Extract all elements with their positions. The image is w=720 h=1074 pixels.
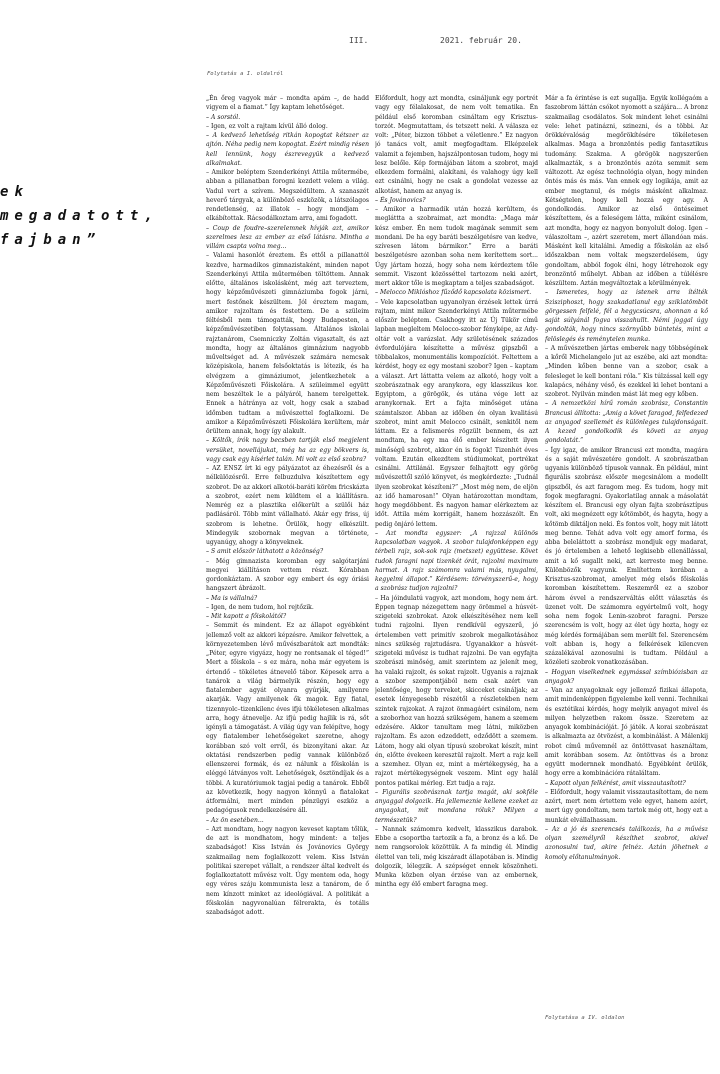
interview-question: – Azt mondta egyszer: „A rajzzal különös kapcsolatban vagyok. A szobor tulajdonképpen egy térbeli rajz, sok-sok rajz (metszet) együttese. Követ tudok faragni napi tizenkét órát, rajzolni maximum harmat. A rajz számomra valami más, nyugalmi, kegyelmi állapot.” Kérdésem: törvényszerű-e, hogy a szobrász tudjon rajzolni? (375, 529, 538, 593)
interview-answer: – Így igaz, de amikor Brancusi ezt mondta, magára és a saját művészetére gondolt. A szobrászatban ugyanis különböző típusok vannak. Én például, mint figurális szobrász először megcsinálom a modellt gipszből, és azt faragom meg. És tudom, hogy mit fogok megfaragni. Gyakorlatilag annak a másolatát készítem el. Brancusi egy olyan fajta szobrásztípus volt, aki megnézett egy kőtömböt, és hagyta, hogy a kőtömb diktáljon neki. És fontos volt, hogy mit látott meg benne. Tehát adva volt egy amorf forma, és abba beleláttott a szobrász mondjuk egy madarat, és jó értelemben a lehető legkisebb ellenállással, amit a kő sugallt neki, azt kerreste meg benne. Különbözők vagyunk. Említettem korában a Krisztus-szobromat, amelyet még elsős főiskolás koromban készítettem. Reszemről ez a szobor három évvel a rendszerváltás előtt választás és üzenet volt. De számomra egyértelmű volt, hogy soha nem fogok Lenin-szobrot faragni. Persze szerencsém is volt, hogy az élet úgy hozta, hogy ez még kérdés formájában sem merült fel. Szerencsém volt abban is, hogy a felkérések kilencven százalékával azonosulni is tudtam. Például a közéleti szobrok vonatkozásában. (545, 446, 708, 667)
article-title-fragment (0, 180, 190, 252)
interview-answer: – AZ ENSZ írt ki egy pályázatot az éhezésről és a nélkülözésről. Erre felbuzdulva készítettem egy szobrot. De az akkori alkotói-baráti köröm fricskázta a szobrot, ezért nem küldtem el a kiállításra. Nemrég ez a plasztika előkerült a szülői ház padlásáról. Több mint vállalható. Akár egy friss, új szobrom is lehetne. Örülök, hogy elkészült. Mindegyik szobornak megvan a története, ugyanúgy, ahogy a könyveknek. (206, 465, 369, 546)
interview-answer: – Van az anyagoknak egy jellemző fizikai állapota, amit mindenképpen figyelembe kell venni. Technikai és esztétikai kérdés, hogy melyik anyagot mivel és milyen helyzetben rakom össze. Szeretem az anyagok kombinációját. Jó játék. A korai szobrászat is alkalmazta az ötvözést, a kombinálást. A Málenkij robot című művemnél az öntöttvasat használtam, amit korábban sosem. Az öntöttvas és a bronz együtt modernnek mondható. Egyébként örülök, hogy erre a kombinációra rátaláltam. (545, 687, 708, 778)
interview-answer: – Nannak számomra kedvelt, klasszikus darabok. Ebbe a csoportba tartozik a fa, a bronz és a kő. De nem rangsorolok közöttük. A fa mindig él. Mindig élettel van teli, még kiszáradt állapotában is. Mindig dolgozik, lélegzik. A szépséget ennek köszönheti. Munka közben olyan érzése van az embernek, mintha egy élő embert faragna meg. (375, 825, 538, 889)
title-line-2: fajban” (0, 232, 102, 248)
interview-answer: Már a fa érintése is ezt sugallja. Egyik kollégaóm a faszobrom láttán csókot nyomott a szájára... A bronz szakmailag csodálatos. Sok mindent lehet csinálni vele: lehet patinázni, szinezni, és a többi. Az örökkévalóság megőrökítésére tökéletesen alkalmas. Maga a bronzöntés pedig fantasztikus tudomány. Szakma. A görögök nagyszerűen alkalmazták, s a bronzöntés azóta semmit sem változott. Az egész technológia olyan, hogy minden öntés más és más. Van ennek egy logikája, amit az ember megtanul, és mégis másként alkalmaz. Kétségtelen, hogy kell hozzá egy agy. A gondolkodás. Amikor az első öntéseimet készítettem, és a feleségem látta, miként csinálom, azt mondta, hogy ez nagyon bonyolult dolog. Igen – válaszoltam –, azért szeretem, mert állandóan más. Másként kell kitalálni. Amedig a főiskolán az első időszakban nem voltak megszerdelésem, úgy gondoltam, abból fogok élni, hogy létrehozok egy bronzöntő műhelyt. Abban az időben a túlélésre készültem. Aztán megváltoztak a körülmények. (545, 95, 708, 287)
interview-answer: – Igen, ez volt a rajtam kívül álló dolog. (206, 122, 328, 130)
text-column-3 (545, 94, 708, 974)
text-column-2 (375, 94, 538, 974)
interview-question: – S amit először láthatott a közönség? (206, 548, 324, 556)
interview-question: – Ma is vállalná? (206, 594, 258, 602)
interview-answer: – Előfordult, hogy valamit visszautasítottam, de nem azért, mert nem értettem vele egyet, hanem azért, mert úgy gondoltam, nem tartok még ott, hogy ezt a munkát elvállalhassam. (545, 788, 708, 824)
interview-question: – Költők, írók nagy becsben tartják első megjelent versüket, novellájukat, még ha az egy bökvers is, vagy csak egy kísérlet talán. Mi volt az első szobra? (206, 437, 369, 463)
interview-answer: – A művészetben jártas emberek nagy többségének a kőről Michelangelo jut az eszébe, aki azt mondta: „Minden kőben benne van a szobor, csak a felesleget le kell bontani róla.” Kis túlzással kell egy kalapács, néhány véső, és ezekkel ki lehet bontani a szobrot. Nyilván minden mást lát meg egy kőben. (545, 344, 708, 398)
interview-question: – A kedvező lehetőség ritkán kopogtat kétszer az ajtón. Néha pedig nem kopogtat. Ezért mindig résen kell lennünk, hogy észrevegyük a kedvező alkalmakat. (206, 132, 369, 167)
interview-question: – Melocco Miklóshoz fűződő kapcsolata közismert. (375, 289, 532, 297)
interview-answer: – Semmit és mindent. Ez az állapot egyébként jellemző volt az akkori képzésre. Amikor felvettek, a környezetemben lévő művészbarátok azt mondták: „Péter, egyre vigyázz, hogy ne rontsanak el téged!” Mert a főiskola – s ez mára, noha már egyetem is értendő – tökéletes átnevelő tábor. Képesek arra a tanárok a világ bármelyik részén, hogy egy fiatalember agyát olyanra gyúrják, amilyenre akarják. Vagy amilyenek ők magok. Egy fiatal, tizennyolc–tizenkilenc éves ifjú tökéletesen alkalmas arra, hogy átnevelje. Az ifjú pedig hajlik is rá, sőt igényli a támogatást. A világ úgy van felépítve, hogy egy fiatalember lehetőségeket szeretne, ahogy korábban szó volt erről, és bizonyítani akar. Az oktatási rendszerben pedig vannak különböző ellenszerei formák, és ez nálunk a főiskolán is eléggé látványos volt. Lehetőségek, ösztöndíjak és a többi. A kuratóriumok tagjai pedig a tanárok. Ebből az következik, hogy nagyon könnyű a fiatalokat átformálni, mert minden pénzügyi eszköz a pedagógusok rendelkezésére áll. (206, 622, 369, 815)
interview-answer: – Még gimnazista koromban egy salgótarjáni megyei kiállításon vettem részt. Kórabban gordonkáztam. A szobor egy embert és egy óriási hangszert ábrázolt. (206, 557, 369, 593)
interview-answer: Előfordult, hogy azt mondta, csináljunk egy portrét vagy egy félalakosat, de nem volt tematika. Én például első koromban csináltam egy Krisztus-torzót. Megmutattam, és tetszett neki. A válasza ez volt: „Péter, bizzon többet a véletlenre.” Ez nagyon jó tanács volt, amit megfogadtam. Elképzelek valamit a fejemben, hajszálpontosan tudom, hogy mi lesz belőle. Kép formájában látom a szobrot, majd elkezdem formálni, alakítani, és valahogy úgy kell ezt csinálni, hogy ne csak a gondolat vezesse az alkotást, hanem az anyag is. (375, 95, 538, 195)
interview-answer: – Valami hasonlót éreztem. És ettől a pillanattól kezdve, harmadikos gimnazistaként, minden napot Szenderkényi Attila műtermében töltöttem. Annak előtte, általános iskolásként, még azt terveztem, hogy képzőművészeti gimnáziumba fogok járni, mert festőnek készültem. Jól éreztem magam, amikor rajzoltam és festettem. De a szüleim féltésből nem támogatták, hogy Budapesten, a képzőművészetiben folytassam. Általános iskolai rajztanárom, Csemniczky Zoltán vigasztalt, és azt mondta, hogy az általános gimnázium nagyobb műveltséget ad. A művészek számára nemcsak középiskola, hanem felsőoktatás is létezik, és ha elvégzem a gimnáziumot, jelentkezhetek a Képzőművészeti Főiskolára. A szüleimmel együtt nem beszéltek le a pályáról, hanem terelgettek. Ennek a hátránya az volt, hogy csak a szabad időmben tudtam a művészettel foglalkozni. De amikor a Képzőművészeti Főiskolára kerültem, már örültem annak, hogy így alakult. (206, 252, 369, 435)
interview-question: – A nemzetközi hírű román szobrász, Constantin Brancusi állította: „Amig a követ faragod, felfedezed az anyagod szellemét és különleges tulajdonságait. A kezed gondolkodik és követi az anyag gondolatát.” (545, 400, 708, 445)
interview-question: – Ismeretes, hogy az istenek arra ítélték Szisziphoszt, hogy szakadatlanul egy sziklatömböt görgessen felfelé, fél a hegycsúcsra, ahonnan a kő saját súlyánál fogva visszahullt. Némi joggal úgy gondolták, hogy nincs szörnyűbb büntetés, mint a felöslegés és reménytelen munka. (545, 289, 708, 343)
interview-question: – Hogyan viselkednek egymással szímbiózisban az anyagok? (545, 668, 708, 685)
continued-from-note: Folytatás a I. oldalról (207, 71, 284, 77)
interview-question: – És Jovánovics? (375, 196, 426, 204)
page-number: III. (349, 36, 369, 45)
issue-date: 2021. február 20. (440, 36, 522, 45)
page-header (0, 36, 720, 50)
interview-question: – Az a jó és szerencsés találkozás, ha a művész olyan személyről készíthet szobrot, akivel azonosulni tud, akire felnéz. Aztán jöhetnek a komoly előtanulmányok. (545, 825, 708, 861)
interview-question: – Figurális szobrásznak tartja magát, aki sokféle anyaggal dolgozik. Ha jellemeznie kellene ezeket az anyagokat, mit mondana róluk? Milyen a természetük? (375, 788, 538, 824)
interview-question: – Kapott olyan felkérést, amit visszautasított? (545, 779, 686, 787)
title-line-1: ek megadatott, (0, 184, 159, 224)
interview-answer: – Azt mondtam, hogy nagyon keveset kaptam tőlük, de azt is mondhatom, hogy mindent: a teljes szabadságot! Kiss István és Jovánovics György szakmailag nem foglalkozott velem. Kiss István politikai szerepet vállalt, a rendszer által kedvelt és foglalkoztatott művész volt. Úgy mentem oda, hogy egy véres száju kommunista lesz a tanárom, de ő nem kínzott minket az ideológiával. A politikát a főiskolán nagyvonalúan félrerakta, és totális szabadságot adott. (206, 825, 369, 916)
text-column-1 (206, 94, 369, 974)
continued-on-note: Folytatása a IV. oldalon (545, 1015, 625, 1021)
interview-answer: – Igen, de nem tudom, hol rejtőzik. (206, 603, 314, 611)
interview-question: – Az ön esetében... (206, 816, 264, 824)
interview-answer: „Én őreg vagyok már – mondta apám –, de hadd vigyem el a fiamat.” Így kaptam lehetőséget. (206, 95, 369, 112)
interview-answer: – Ha jóindulatú vagyok, azt mondom, hogy nem árt. Éppen tegnap nézegettem nagy örömmel a húsvét-szigeteki szobrokat. Azok elkészítéséhez nem kell tudni rajzolni. Ilyen rendkívül egyszerű, jó értelemben vett primitív szobrok megalkotásához nincs szükség rajztudásra. Ugyanakkor a húsvét-szigeteki művész is tudhat rajzolni. De van egyfajta szobrászi minőség, amit szerintem az jelenít meg, ha valaki rajzolt, és sokat rajzolt. Ugyanis a rajznak a szobor szempontjából nem csak azért van jelentősége, hogy terveket, skicceket csináljak; az esetek lényegesebb részétől a részletekben nem szintek rajzokat. A rajzot önmagáért csinálom, nem a szoborhoz van hozzá szükségem, hanem a szemem edzésére. Akkor tanultam meg látni, miközben rajzoltam. És azon edzeddett, edződött a szemem. Látom, hogy aki olyan típusú szobrokat készít, mint én, előtte évekeen keresztül rajzolt. Mert a rajz kell a szemhez. Olyan ez, mint a mértékegység, ha a rajzot mértékegységnek veszem. Mint egy halál pontos patikai mérleg. Ezt tudja a rajz. (375, 594, 538, 787)
interview-answer: – Vele kapcsolatban ugyanolyan érzések lettek úrrá rajtam, mint mikor Szenderkényi Attila műtermébe először beléptem. Csakhogy itt az Új Tükör című lapban megleltem Melocco-szobor fényképe, az Ady-oltár volt a varázslat. Ady születésének százados évfordulójára készítette a művész gipszből a többalakos, monumentális kompozíciót. Feltettem a kérdést, hogy ez egy mostani szobor? Igen – kaptam a választ. Art láttatta velem az alkotó, hogy volt a szobrászatnak egy aranykora, egy klasszikus kor. Egyiptom, a görögök, és utána vége lett az aranykornak. Ert a fajta minőséget utána számtalszor. Abban az időben én olyan kvalitású szobrot, mint amit Melocco csinált, senkitől nem láttam. Ez a felismerés rögzült bennem, és azt mondtam, ha egy ma élő ember készített ilyen minőségű szobrot, akkor én is fogok! Tizenhét éves voltam. Ezután elkezdtem stúdiumokat, portrékat csinálni. Attilánál. Egyszer felhajtott egy görög művészettől szóló könyvet, és megkérdezte: „Tudnál ilyen szobrokat készíteni?” „Most még nem, de eljön az idő hamarosan!” Olyan határozottan mondtam, hogy megdöbbent. És nagyon hamar elérkeztem az időt. Attila mém korrigált, hanem hozzászólt. Én pedig önjáró lettem. (375, 298, 538, 528)
interview-answer: – Amikor beléptem Szenderkényi Attila műtermébe, abban a pillanatban forogni kezdett velem a világ. Vadul vert a szívem. Megszédültem. A szanaszét heverő tárgyak, a különböző eszközök, a látszólagos rendetlenség, az illatok – hogy mondjam – elkábítottak. Rácsodálkoztam arra, ami fogadott. (206, 169, 369, 223)
interview-question: – Coup de foudre–szerelemnek hívják azt, amikor szerelmes lesz az ember az első látásra. Mintha a villám csapta volna meg... (206, 224, 369, 250)
interview-question: – A sorstól. (206, 113, 241, 121)
interview-answer: – Amikor a harmadik után hozzá kerültem, és megláttta a szobraimat, azt mondta: „Maga már kész ember. Én nem tudok magának semmit sem mondani. De ha egy baráti beszélgetésre van kedve, szívesen látom bármikor.” Erre a baráti beszélgetésre azonban soha nem kerítettem sort... Úgy jártam hozzá, hogy soha nem kérdeztem tőle semmit. Viszont közösséttel tartozom neki azért, mert akkor tőle is megkaptam a teljes szabadságot. (375, 206, 538, 287)
interview-question: – Mit kapott a főiskolától? (206, 613, 287, 620)
